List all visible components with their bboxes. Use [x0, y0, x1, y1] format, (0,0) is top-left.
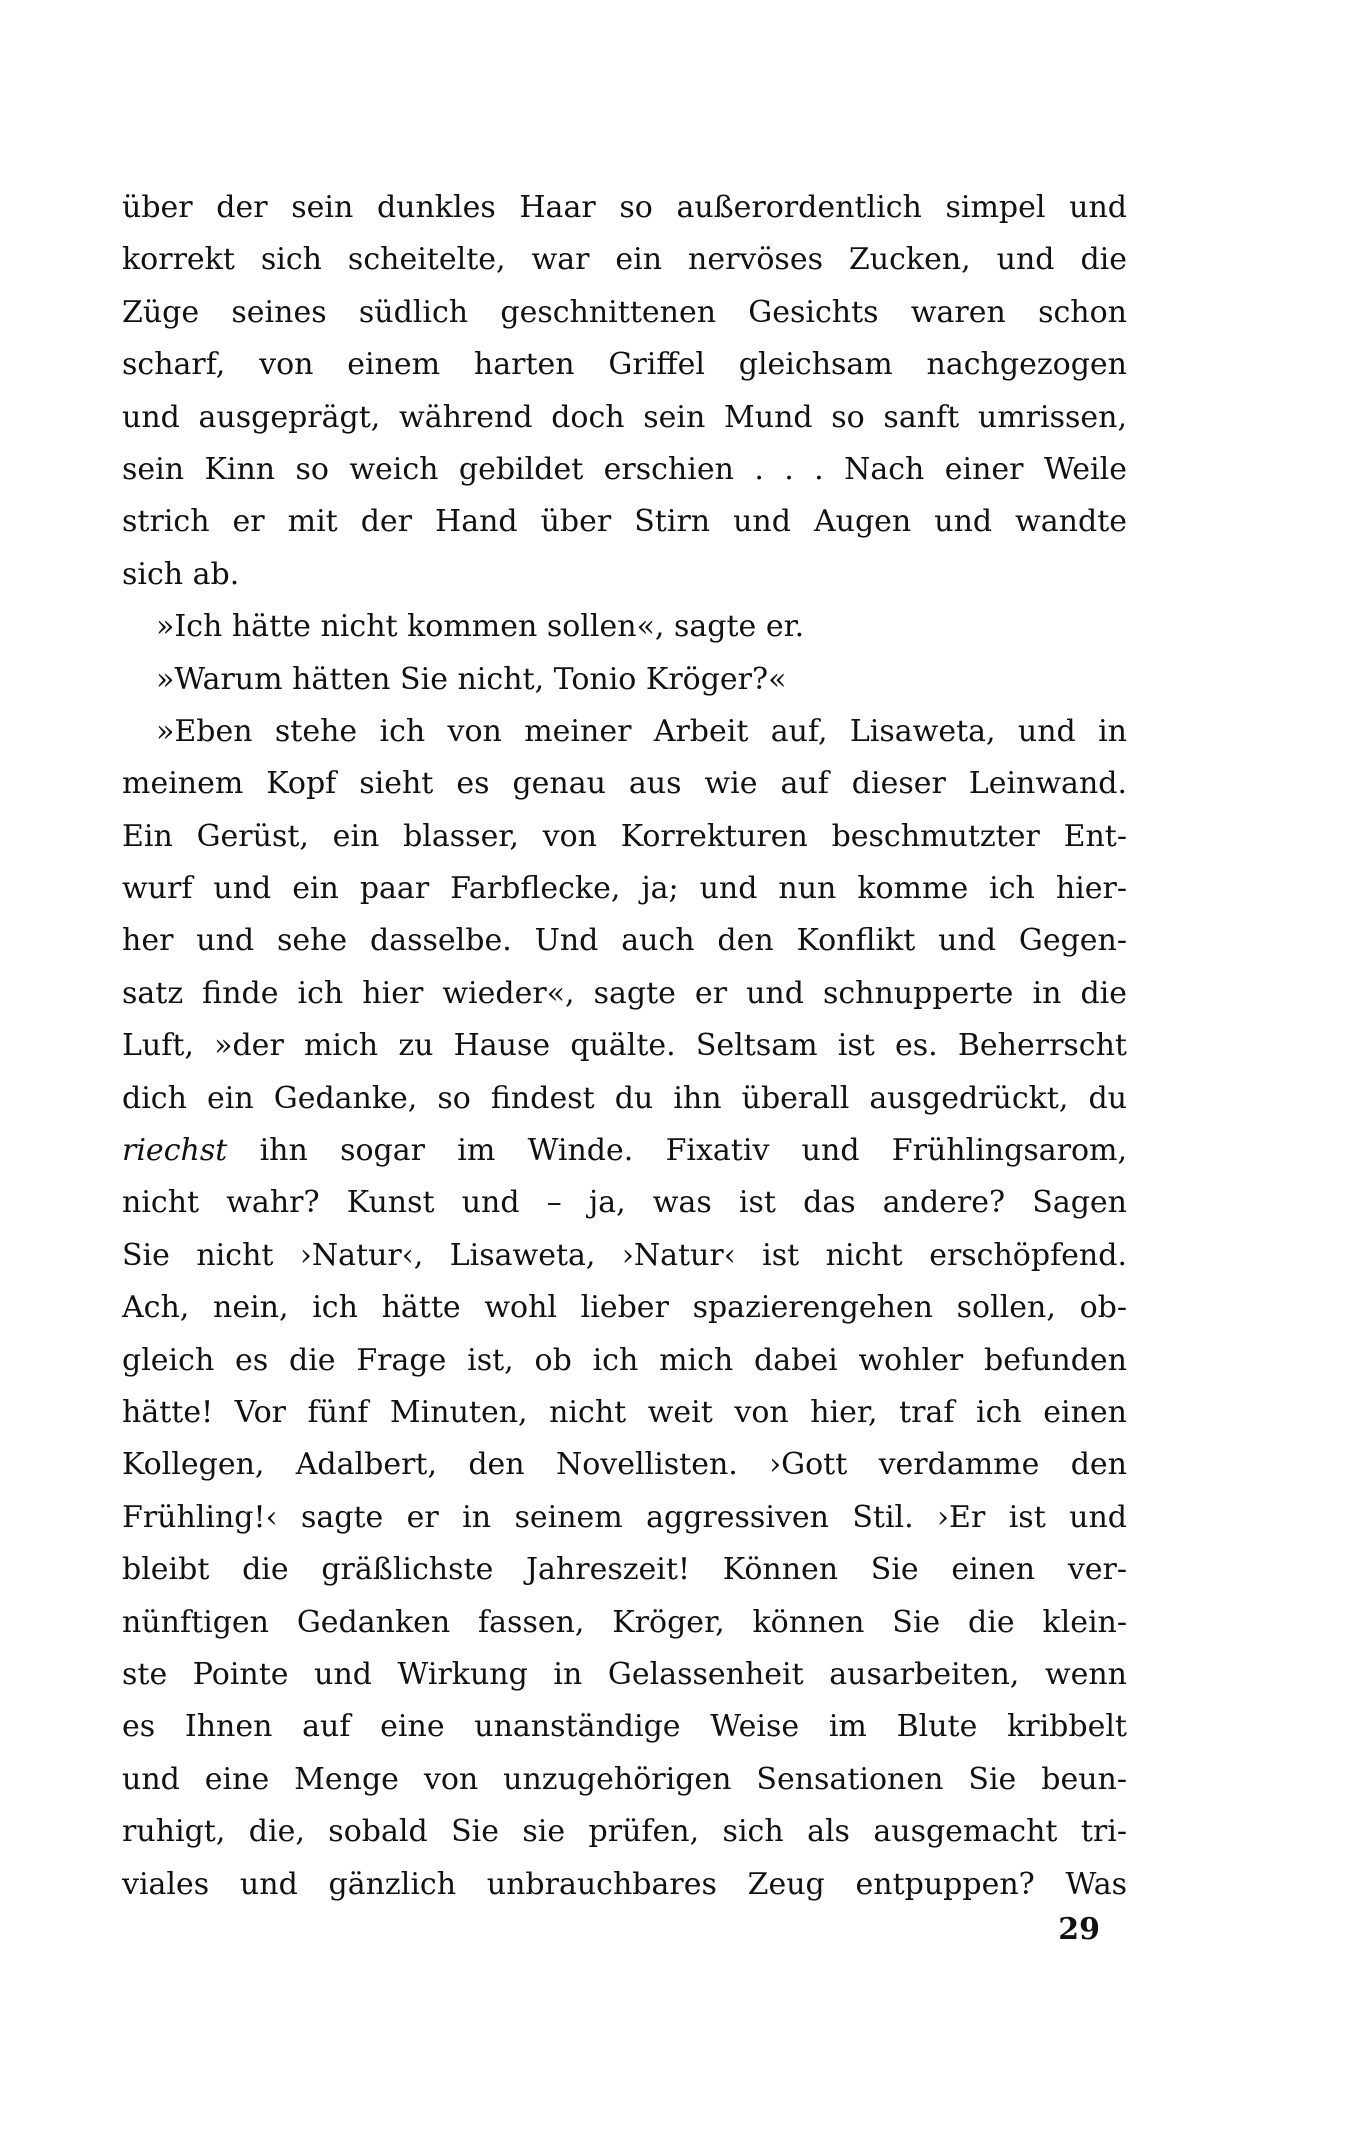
text-line-17: Luft, »der mich zu Hause quälte. Seltsam ist es. Beherrscht	[122, 1028, 1127, 1064]
text-line-12: meinem Kopf sieht es genau aus wie auf dieser Leinwand.	[122, 766, 1127, 802]
text-line-2: korrekt sich scheitelte, war ein nervöses Zucken, und die	[122, 242, 1127, 278]
text-line-3: Züge seines südlich geschnittenen Gesichts waren schon	[122, 294, 1127, 330]
text-line-5: und ausgeprägt, während doch sein Mund so sanft umrissen,	[122, 399, 1127, 435]
body-text	[122, 182, 1127, 1911]
text-line-11: »Eben stehe ich von meiner Arbeit auf, Lisaweta, und in	[156, 713, 1127, 749]
page-number: 29	[1058, 1912, 1100, 1947]
text-line-27: bleibt die gräßlichste Jahreszeit! Können Sie einen ver-	[122, 1552, 1127, 1588]
text-line-24: hätte! Vor fünf Minuten, nicht weit von hier, traf ich einen	[122, 1394, 1127, 1430]
text-line-13: Ein Gerüst, ein blasser, von Korrekturen beschmutzter Ent-	[122, 818, 1127, 854]
text-line-6: sein Kinn so weich gebildet erschien . . . Nach einer Weile	[122, 451, 1127, 487]
text-line-1: über der sein dunkles Haar so außerordentlich simpel und	[122, 190, 1127, 225]
text-line-19	[122, 1125, 1127, 1177]
emphasized-word: riechst	[122, 1133, 228, 1169]
text-line-26: Frühling!‹ sagte er in seinem aggressiven Stil. ›Er ist und	[122, 1499, 1127, 1535]
text-line-32: ruhigt, die, sobald Sie sie prüfen, sich als ausgemacht tri-	[122, 1814, 1127, 1850]
text-line-16: satz finde ich hier wieder«, sagte er und schnupperte in die	[122, 975, 1127, 1011]
text-line-25: Kollegen, Adalbert, den Novellisten. ›Gott verdamme den	[122, 1447, 1127, 1483]
text-line-18: dich ein Gedanke, so findest du ihn überall ausgedrückt, du	[122, 1080, 1127, 1116]
text-line-30: es Ihnen auf eine unanständige Weise im Blute kribbelt	[122, 1709, 1127, 1745]
text-line-8: sich ab.	[122, 556, 240, 592]
text-line-19-rest: ihn sogar im Winde. Fixativ und Frühlingsarom,	[259, 1133, 1127, 1169]
text-line-21: Sie nicht ›Natur‹, Lisaweta, ›Natur‹ ist nicht erschöpfend.	[122, 1237, 1127, 1273]
text-line-23: gleich es die Frage ist, ob ich mich dabei wohler befunden	[122, 1342, 1127, 1378]
text-line-22: Ach, nein, ich hätte wohl lieber spazierengehen sollen, ob-	[122, 1290, 1127, 1326]
text-line-4: scharf, von einem harten Griffel gleichsam nachgezogen	[122, 347, 1127, 383]
text-line-29: ste Pointe und Wirkung in Gelassenheit ausarbeiten, wenn	[122, 1656, 1127, 1692]
text-line-7: strich er mit der Hand über Stirn und Augen und wandte	[122, 504, 1127, 540]
text-line-31: und eine Menge von unzugehörigen Sensationen Sie beun-	[122, 1761, 1127, 1797]
text-line-20: nicht wahr? Kunst und – ja, was ist das andere? Sagen	[122, 1185, 1127, 1221]
text-line-9: »Ich hätte nicht kommen sollen«, sagte er.	[156, 609, 805, 645]
text-line-15: her und sehe dasselbe. Und auch den Konflikt und Gegen-	[122, 923, 1127, 959]
text-line-28: nünftigen Gedanken fassen, Kröger, können Sie die klein-	[122, 1604, 1127, 1640]
text-line-33: viales und gänzlich unbrauchbares Zeug entpuppen? Was	[122, 1866, 1127, 1902]
text-line-10: »Warum hätten Sie nicht, Tonio Kröger?«	[156, 661, 787, 697]
text-line-14: wurf und ein paar Farbflecke, ja; und nun komme ich hier-	[122, 871, 1127, 907]
